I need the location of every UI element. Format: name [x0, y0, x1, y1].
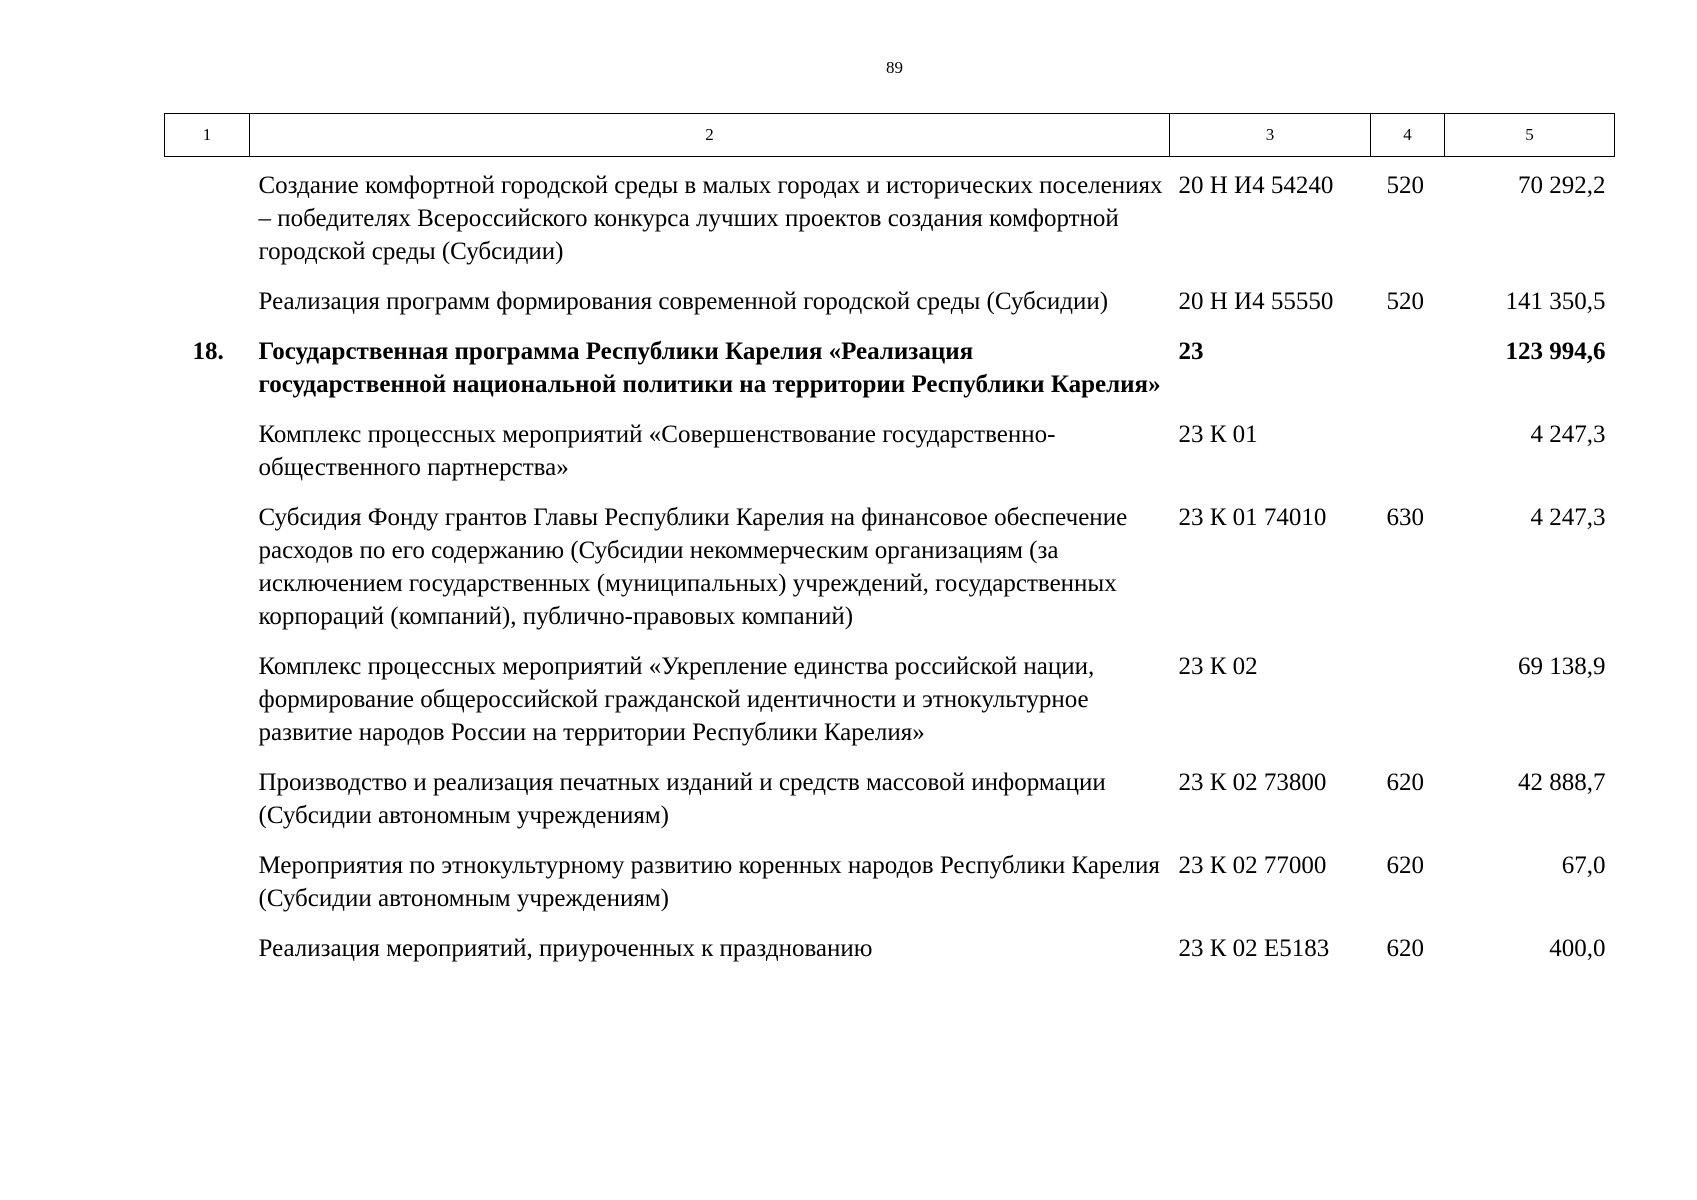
- header-col-4: 4: [1371, 114, 1445, 157]
- row-code: 23 К 01: [1178, 421, 1258, 448]
- row-name: Государственная программа Республики Карелия «Реализация государственной национальной политики на территории Республики Карелия»: [258, 338, 1161, 398]
- row-expense-type: 620: [1386, 769, 1424, 796]
- header-col-3: 3: [1170, 114, 1371, 157]
- row-amount: 400,0: [1549, 935, 1606, 962]
- row-number: [165, 418, 250, 501]
- row-amount: 4 247,3: [1530, 421, 1606, 448]
- row-number: 18.: [192, 338, 224, 365]
- table-row: [165, 849, 1615, 932]
- row-amount: 70 292,2: [1518, 172, 1606, 199]
- header-col-1: 1: [165, 114, 250, 157]
- row-name: Производство и реализация печатных изданий и средств массовой информации (Субсидии автономным учреждениям): [258, 769, 1106, 829]
- row-amount: 42 888,7: [1518, 769, 1606, 796]
- budget-table: [164, 113, 1615, 982]
- row-number: [165, 849, 250, 932]
- table-row: [165, 650, 1615, 766]
- row-amount: 69 138,9: [1518, 653, 1606, 680]
- table-row: [165, 418, 1615, 501]
- row-code: 23 К 01 74010: [1178, 504, 1327, 531]
- row-expense-type: [1371, 335, 1445, 418]
- row-expense-type: 630: [1386, 504, 1424, 531]
- page-number: 89: [886, 58, 903, 77]
- row-code: 23 К 02 73800: [1178, 769, 1327, 796]
- row-name: Создание комфортной городской среды в малых городах и исторических поселениях – победителях Всероссийского конкурса лучших проектов создания комфортной городской среды (Субсидии): [258, 172, 1163, 265]
- table-row: [165, 501, 1615, 650]
- header-col-2: 2: [250, 114, 1170, 157]
- table-body: [165, 157, 1615, 983]
- row-amount: 4 247,3: [1530, 504, 1606, 531]
- table-row: [165, 157, 1615, 286]
- row-expense-type: [1371, 650, 1445, 766]
- row-number: [165, 932, 250, 982]
- row-code: 23 К 02: [1178, 653, 1258, 680]
- table-header: [165, 114, 1615, 157]
- row-number: [165, 157, 250, 286]
- row-name: Реализация программ формирования современной городской среды (Субсидии): [258, 288, 1109, 315]
- row-expense-type: 520: [1386, 172, 1424, 199]
- row-number: [165, 501, 250, 650]
- row-expense-type: 620: [1386, 852, 1424, 879]
- row-code: 23 К 02 77000: [1178, 852, 1327, 879]
- row-name: Субсидия Фонду грантов Главы Республики Карелия на финансовое обеспечение расходов по его содержанию (Субсидии некоммерческим организациям (за исключением государственных (муниципальных) учреждений, государственных корпораций (компаний), публично-правовых компаний): [258, 504, 1128, 630]
- row-name: Мероприятия по этнокультурному развитию коренных народов Республики Карелия (Субсидии автономным учреждениям): [258, 852, 1160, 912]
- row-name: Реализация мероприятий, приуроченных к празднованию: [258, 935, 873, 962]
- row-amount: 67,0: [1561, 852, 1606, 879]
- row-amount: 123 994,6: [1505, 338, 1606, 365]
- header-row: [165, 114, 1615, 157]
- row-expense-type: 620: [1386, 935, 1424, 962]
- header-col-5: 5: [1445, 114, 1615, 157]
- row-expense-type: 520: [1386, 288, 1424, 315]
- row-code: 23 К 02 E5183: [1178, 935, 1330, 962]
- row-code: 23: [1178, 338, 1204, 365]
- row-name: Комплекс процессных мероприятий «Совершенствование государственно-общественного партнерства»: [258, 421, 1056, 481]
- table-row: [165, 285, 1615, 335]
- row-amount: 141 350,5: [1505, 288, 1606, 315]
- row-number: [165, 766, 250, 849]
- row-code: 20 Н И4 55550: [1178, 288, 1334, 315]
- table-row: [165, 932, 1615, 982]
- row-name: Комплекс процессных мероприятий «Укрепление единства российской нации, формирование общероссийской гражданской идентичности и этнокультурное развитие народов России на территории Республики Карелия»: [258, 653, 1095, 746]
- table-row: [165, 766, 1615, 849]
- row-code: 20 Н И4 54240: [1178, 172, 1334, 199]
- table-row: [165, 335, 1615, 418]
- row-number: [165, 285, 250, 335]
- row-number: [165, 650, 250, 766]
- row-expense-type: [1371, 418, 1445, 501]
